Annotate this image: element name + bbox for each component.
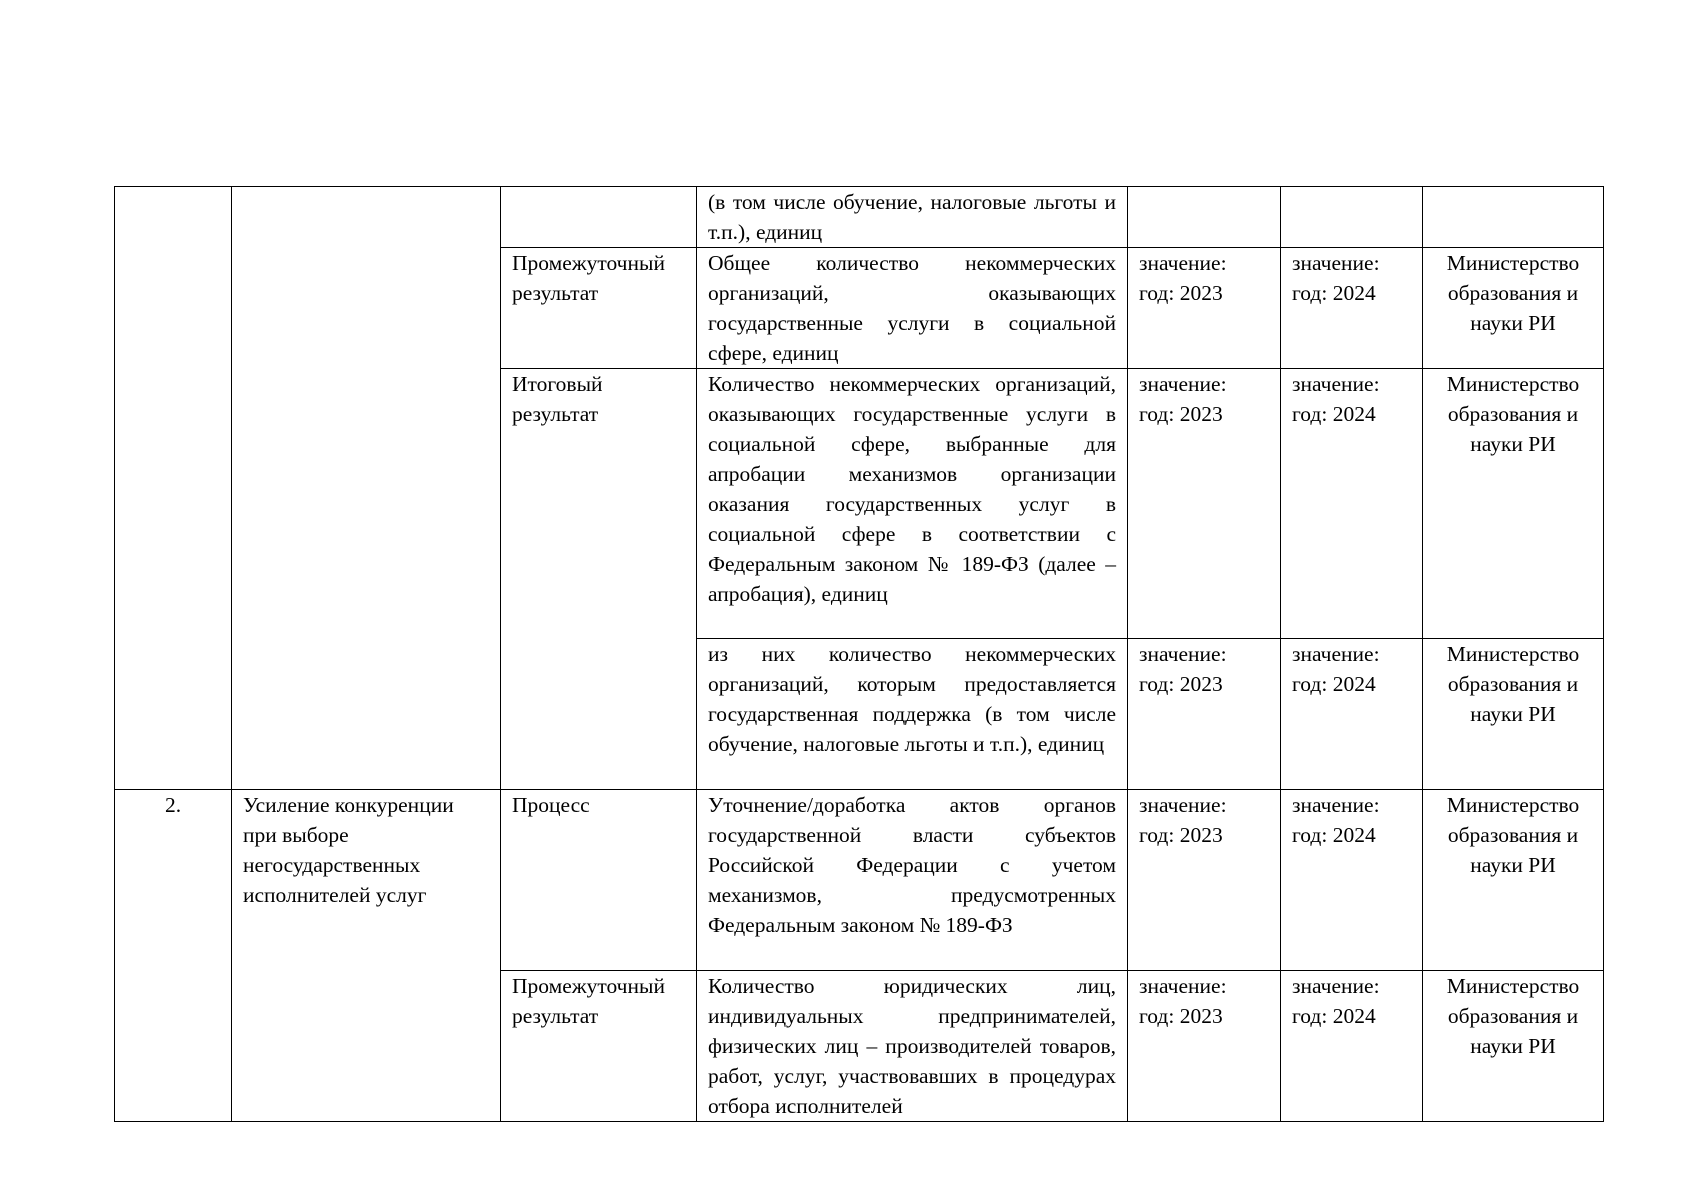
target-cell: значение: год: 2024 [1281,971,1423,1122]
measure-cell [232,187,501,790]
target-cell: значение: год: 2024 [1281,369,1423,639]
description-cell: Количество юридических лиц, индивидуальных предпринимателей, физических лиц – производителей товаров, работ, услуг, участвовавших в процедурах отбора исполнителей [697,971,1128,1122]
description-cell: из них количество некоммерческих организаций, которым предоставляется государственная поддержка (в том числе обучение, налоговые льготы и т.п.), единиц [697,639,1128,790]
responsible-cell: Министерство образования и науки РИ [1423,369,1604,639]
responsible-cell: Министерство образования и науки РИ [1423,248,1604,369]
target-cell: значение: год: 2024 [1281,639,1423,790]
measures-table [114,186,1604,1122]
result-type-cell: Процесс [501,790,697,971]
value-cell: значение: год: 2023 [1128,971,1281,1122]
measure-cell: Усиление конкуренции при выборе негосударственных исполнителей услуг [232,790,501,1122]
result-type-cell: Итоговый результат [501,369,697,790]
table-row [115,790,1604,971]
responsible-cell [1423,187,1604,248]
responsible-cell: Министерство образования и науки РИ [1423,639,1604,790]
value-cell: значение: год: 2023 [1128,248,1281,369]
description-cell: Уточнение/доработка актов органов государственной власти субъектов Российской Федерации с учетом механизмов, предусмотренных Федеральным законом № 189-ФЗ [697,790,1128,971]
target-cell: значение: год: 2024 [1281,790,1423,971]
result-type-cell: Промежуточный результат [501,248,697,369]
responsible-cell: Министерство образования и науки РИ [1423,971,1604,1122]
target-cell [1281,187,1423,248]
description-cell: Количество некоммерческих организаций, оказывающих государственные услуги в социальной сфере, выбранные для апробации механизмов организации оказания государственных услуг в социальной сфере в соответствии с Федеральным законом № 189-ФЗ (далее – апробация), единиц [697,369,1128,639]
value-cell: значение: год: 2023 [1128,369,1281,639]
result-type-cell [501,187,697,248]
number-cell: 2. [115,790,232,1122]
description-cell: Общее количество некоммерческих организаций, оказывающих государственные услуги в социальной сфере, единиц [697,248,1128,369]
responsible-cell: Министерство образования и науки РИ [1423,790,1604,971]
value-cell: значение: год: 2023 [1128,790,1281,971]
table-row [115,187,1604,248]
value-cell [1128,187,1281,248]
number-cell [115,187,232,790]
value-cell: значение: год: 2023 [1128,639,1281,790]
result-type-cell: Промежуточный результат [501,971,697,1122]
description-cell: (в том числе обучение, налоговые льготы и т.п.), единиц [697,187,1128,248]
target-cell: значение: год: 2024 [1281,248,1423,369]
